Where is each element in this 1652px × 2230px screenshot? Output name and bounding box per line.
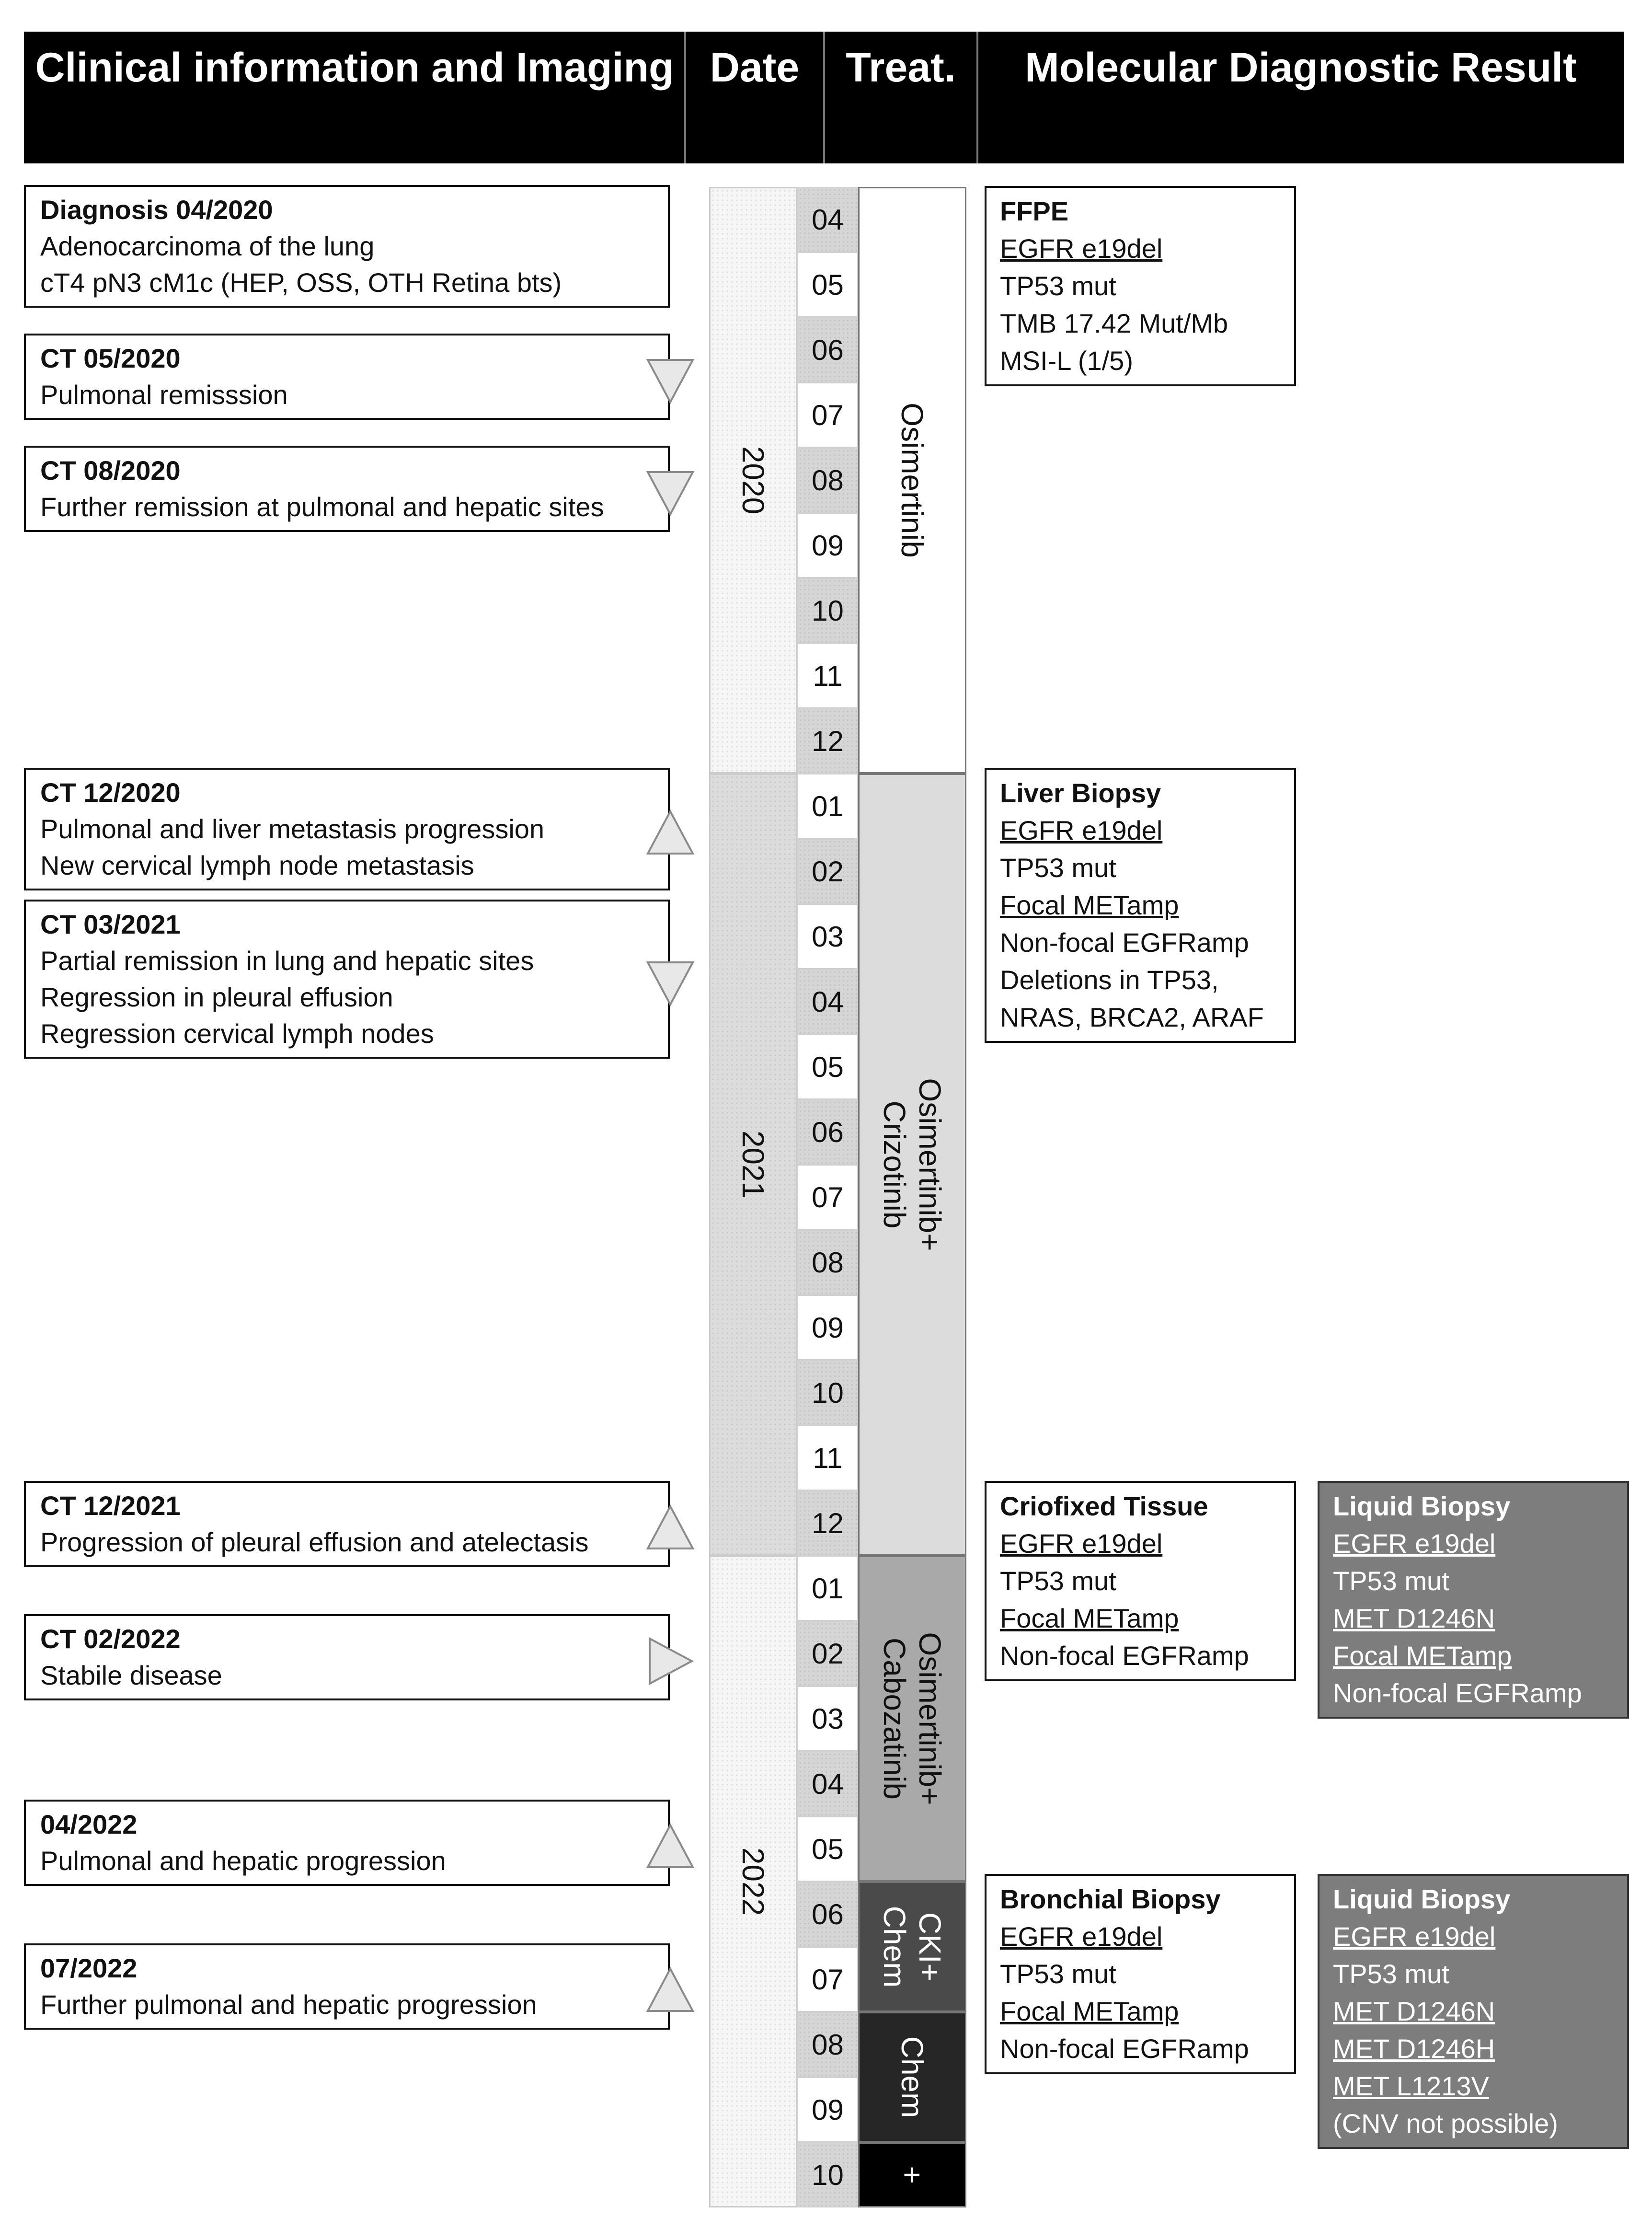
molecular-result: EGFR e19del	[1333, 1528, 1496, 1559]
molecular-box-title: Liquid Biopsy	[1333, 1491, 1511, 1521]
clinical-box-line: Regression cervical lymph nodes	[40, 1018, 434, 1049]
arrow-down-icon	[644, 354, 697, 407]
clinical-box-line: cT4 pN3 cM1c (HEP, OSS, OTH Retina bts)	[40, 267, 562, 298]
treatment-block	[858, 1556, 966, 1882]
molecular-result: MET D1246N	[1333, 1996, 1495, 2026]
arrow-up-icon	[644, 807, 697, 859]
header-divider	[976, 32, 978, 163]
arrow-shape	[648, 811, 693, 854]
clinical-box	[24, 185, 670, 308]
molecular-box	[985, 1874, 1296, 2074]
header-molecular: Molecular Diagnostic Result	[977, 32, 1624, 163]
molecular-result: MET D1246H	[1333, 2034, 1495, 2064]
molecular-result: TMB 17.42 Mut/Mb	[1000, 308, 1228, 338]
month-cell: 04	[797, 969, 858, 1034]
month-cell: 07	[797, 1947, 858, 2012]
clinical-box	[24, 1481, 670, 1567]
treatment-label	[895, 2036, 930, 2118]
month-cell: 12	[797, 1491, 858, 1556]
month-cell: 11	[797, 643, 858, 708]
clinical-box	[24, 768, 670, 890]
month-cell: 12	[797, 708, 858, 774]
molecular-box-title: FFPE	[1000, 196, 1069, 226]
clinical-box-title: CT 03/2021	[40, 909, 181, 939]
arrow-shape	[648, 1825, 693, 1867]
clinical-box-line: Stabile disease	[40, 1660, 222, 1690]
treatment-block	[858, 1882, 966, 2012]
molecular-box-title: Criofixed Tissue	[1000, 1491, 1208, 1521]
clinical-box-line: Partial remission in lung and hepatic sites	[40, 946, 534, 976]
clinical-box-title: 07/2022	[40, 1953, 138, 1983]
molecular-result: NRAS, BRCA2, ARAF	[1000, 1002, 1264, 1032]
year-label: 2020	[736, 446, 770, 515]
clinical-box	[24, 334, 670, 420]
treatment-label-line: Osimertinib+	[913, 1632, 947, 1805]
clinical-box-line: Pulmonal and liver metastasis progression	[40, 814, 545, 844]
treatment-label-line: Crizotinib	[877, 1100, 912, 1229]
arrow-down-icon	[644, 466, 697, 519]
molecular-box	[985, 1481, 1296, 1681]
header-date: Date	[685, 32, 824, 163]
molecular-result: EGFR e19del	[1000, 1528, 1163, 1559]
month-cell: 06	[797, 1882, 858, 1947]
molecular-result: Focal METamp	[1333, 1641, 1512, 1671]
treatment-label-line: Osimertinib	[895, 403, 929, 558]
clinical-box-title: Diagnosis 04/2020	[40, 195, 273, 225]
clinical-box-title: CT 08/2020	[40, 455, 181, 485]
molecular-result: MSI-L (1/5)	[1000, 346, 1133, 376]
month-cell: 03	[797, 1686, 858, 1751]
molecular-result: Deletions in TP53,	[1000, 965, 1219, 995]
month-cell: 03	[797, 904, 858, 969]
clinical-box-line: Pulmonal remisssion	[40, 380, 288, 410]
treatment-label-line: Osimertinib+	[913, 1078, 947, 1251]
clinical-box-line: Adenocarcinoma of the lung	[40, 231, 375, 261]
clinical-box	[24, 1943, 670, 2030]
year-column	[709, 1556, 797, 2207]
molecular-result: Non-focal EGFRamp	[1000, 2034, 1249, 2064]
arrow-shape	[650, 1639, 692, 1684]
treatment-label	[877, 1078, 948, 1251]
arrow-shape	[648, 962, 693, 1005]
arrow-up-icon	[644, 1820, 697, 1873]
molecular-result: EGFR e19del	[1000, 1921, 1163, 1952]
month-cell: 09	[797, 2077, 858, 2142]
arrow-up-icon	[644, 1964, 697, 2017]
molecular-result: TP53 mut	[1333, 1566, 1449, 1596]
year-label: 2021	[736, 1130, 770, 1199]
clinical-box-line: Regression in pleural effusion	[40, 982, 393, 1012]
arrow-shape	[648, 360, 693, 402]
molecular-result: TP53 mut	[1000, 271, 1116, 301]
molecular-result: Focal METamp	[1000, 1996, 1179, 2026]
month-cell: 02	[797, 839, 858, 904]
treatment-label-line: Chem	[877, 1906, 912, 1988]
molecular-result: EGFR e19del	[1000, 815, 1163, 845]
arrow-shape	[648, 1969, 693, 2011]
treatment-block	[858, 2142, 966, 2207]
molecular-result: (CNV not possible)	[1333, 2108, 1558, 2138]
treatment-block	[858, 774, 966, 1556]
month-cell: 08	[797, 448, 858, 513]
molecular-result: Non-focal EGFRamp	[1000, 927, 1249, 958]
month-cell: 04	[797, 1751, 858, 1816]
header-divider	[823, 32, 825, 163]
month-cell: 01	[797, 1556, 858, 1621]
month-cell: 08	[797, 2012, 858, 2077]
month-cell: 10	[797, 578, 858, 643]
clinical-box	[24, 1800, 670, 1886]
header-clinical: Clinical information and Imaging	[24, 32, 685, 163]
molecular-box	[1318, 1481, 1629, 1719]
month-cell: 02	[797, 1621, 858, 1686]
month-cell: 07	[797, 1165, 858, 1230]
treatment-label-line: +	[895, 2166, 929, 2184]
arrow-right-icon	[644, 1635, 697, 1687]
molecular-result: Non-focal EGFRamp	[1333, 1678, 1582, 1708]
month-cell: 06	[797, 1099, 858, 1165]
month-cell: 10	[797, 1360, 858, 1425]
treatment-label-line: CKI+	[913, 1912, 947, 1982]
molecular-result: Focal METamp	[1000, 1603, 1179, 1633]
month-cell: 10	[797, 2142, 858, 2207]
clinical-box-line: Pulmonal and hepatic progression	[40, 1846, 446, 1876]
molecular-result: TP53 mut	[1000, 853, 1116, 883]
treatment-label	[895, 403, 930, 558]
year-label: 2022	[736, 1847, 770, 1916]
month-cell: 07	[797, 382, 858, 448]
month-cell: 05	[797, 1034, 858, 1099]
clinical-box-title: CT 12/2020	[40, 777, 181, 808]
molecular-result: EGFR e19del	[1333, 1921, 1496, 1952]
molecular-result: EGFR e19del	[1000, 233, 1163, 264]
clinical-box-line: Further pulmonal and hepatic progression	[40, 1989, 537, 2020]
header-treat: Treat.	[824, 32, 977, 163]
molecular-result: Focal METamp	[1000, 890, 1179, 920]
month-cell: 11	[797, 1425, 858, 1491]
arrow-down-icon	[644, 957, 697, 1009]
treatment-block	[858, 187, 966, 774]
treatment-label	[895, 2166, 930, 2184]
arrow-shape	[648, 1506, 693, 1548]
clinical-box-line: Further remission at pulmonal and hepatic sites	[40, 492, 604, 522]
month-cell: 09	[797, 513, 858, 578]
month-cell: 05	[797, 1816, 858, 1882]
treatment-label-line: Chem	[895, 2036, 929, 2118]
treatment-block	[858, 2012, 966, 2142]
molecular-result: MET D1246N	[1333, 1603, 1495, 1633]
header-divider	[684, 32, 686, 163]
year-column	[709, 774, 797, 1556]
clinical-box-title: CT 12/2021	[40, 1491, 181, 1521]
month-cell: 05	[797, 252, 858, 317]
molecular-result: TP53 mut	[1000, 1959, 1116, 1989]
treatment-label	[877, 1906, 948, 1988]
molecular-result: MET L1213V	[1333, 2071, 1489, 2101]
month-cell: 09	[797, 1295, 858, 1360]
molecular-box	[985, 186, 1296, 386]
clinical-box	[24, 446, 670, 532]
arrow-up-icon	[644, 1502, 697, 1554]
molecular-result: TP53 mut	[1333, 1959, 1449, 1989]
arrow-shape	[648, 472, 693, 514]
clinical-box	[24, 1614, 670, 1700]
molecular-box-title: Liquid Biopsy	[1333, 1884, 1511, 1914]
clinical-box	[24, 900, 670, 1059]
month-cell: 06	[797, 317, 858, 382]
molecular-result: Non-focal EGFRamp	[1000, 1641, 1249, 1671]
molecular-box	[1318, 1874, 1629, 2149]
clinical-box-line: Progression of pleural effusion and atelectasis	[40, 1527, 589, 1557]
month-cell: 08	[797, 1230, 858, 1295]
month-cell: 01	[797, 774, 858, 839]
clinical-box-title: CT 05/2020	[40, 343, 181, 373]
molecular-result: TP53 mut	[1000, 1566, 1116, 1596]
clinical-box-line: New cervical lymph node metastasis	[40, 850, 474, 880]
molecular-box-title: Bronchial Biopsy	[1000, 1884, 1221, 1914]
month-cell: 04	[797, 187, 858, 252]
molecular-box	[985, 768, 1296, 1043]
treatment-label	[877, 1632, 948, 1805]
year-column	[709, 187, 797, 774]
clinical-box-title: 04/2022	[40, 1809, 138, 1839]
molecular-box-title: Liver Biopsy	[1000, 778, 1161, 808]
treatment-label-line: Cabozatinib	[877, 1638, 912, 1800]
clinical-box-title: CT 02/2022	[40, 1624, 181, 1654]
